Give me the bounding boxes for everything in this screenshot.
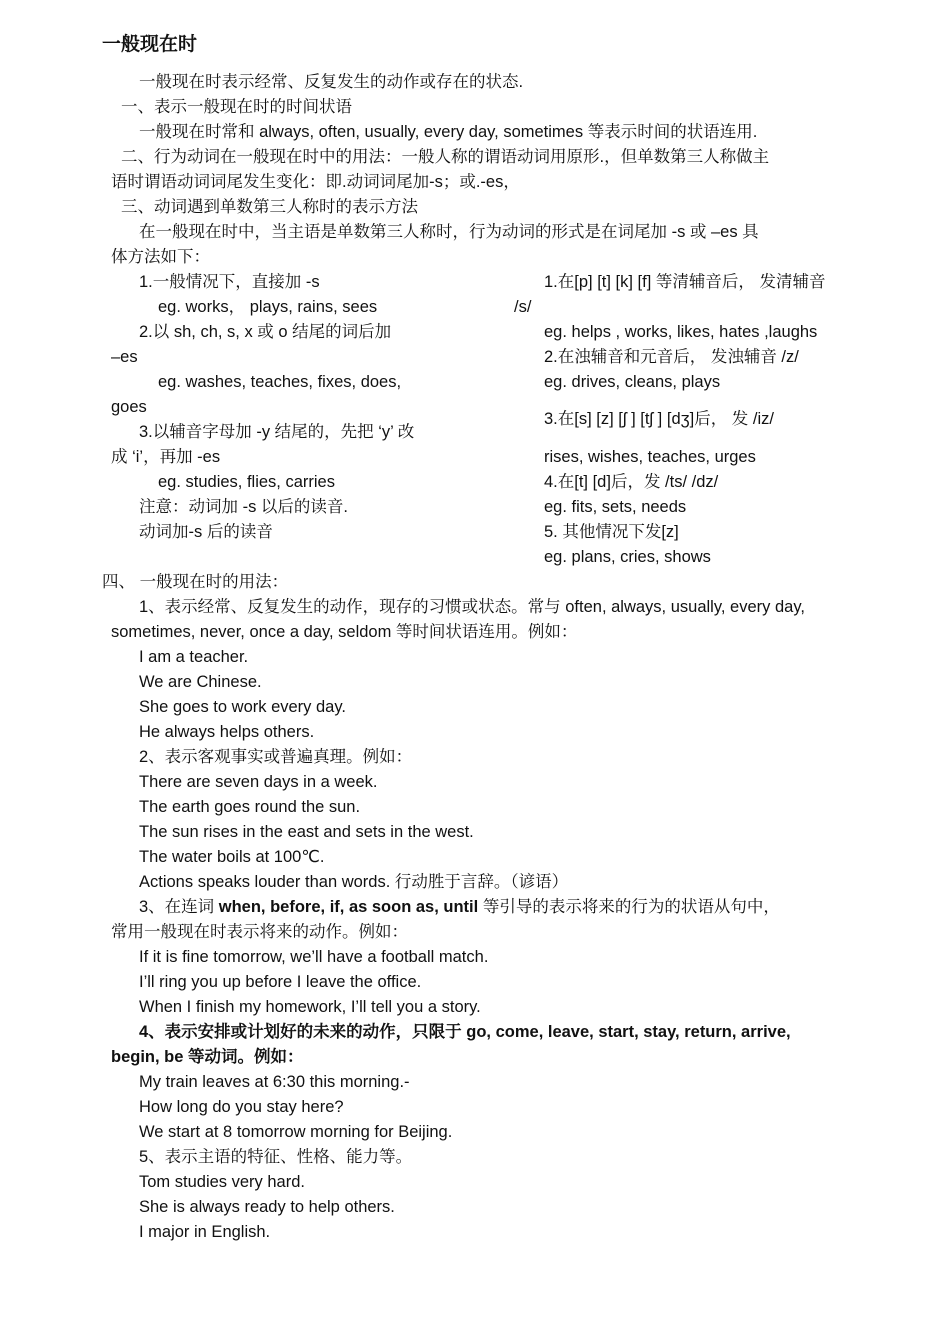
section3-heading: 三、动词遇到单数第三人称时的表示方法 xyxy=(121,198,418,216)
usage3-example: When I finish my homework, I’ll tell you a story. xyxy=(139,998,481,1016)
rule-3-example: eg. studies, flies, carries xyxy=(158,473,335,491)
section3-line1: 在一般现在时中，当主语是单数第三人称时，行为动词的形式是在词尾加 -s 或 –es 具 xyxy=(139,223,759,241)
usage5-example: She is always ready to help others. xyxy=(139,1198,395,1216)
page-title: 一般现在时 xyxy=(102,33,198,55)
usage3-line1 xyxy=(139,895,780,920)
usage2-example: There are seven days in a week. xyxy=(139,773,378,791)
rule-3: 3.以辅音字母加 -y 结尾的，先把 ‘y’ 改 xyxy=(139,423,415,441)
section2-line2: 语时谓语动词词尾发生变化：即.动词词尾加-s；或.-es， xyxy=(111,173,520,191)
rule-2-cont: –es xyxy=(111,348,138,366)
usage2-example: The water boils at 100℃. xyxy=(139,848,325,866)
usage1-example: He always helps others. xyxy=(139,723,315,741)
pron-3: 3.在[s] [z] [ʃ ] [tʃ ] [dʒ]后， 发 /iz/ xyxy=(544,410,774,428)
section1-text: 一般现在时常和 always, often, usually, every day, sometimes 等表示时间的状语连用. xyxy=(139,123,758,141)
pron-5-example: eg. plans, cries, shows xyxy=(544,548,711,566)
pron-2-example: eg. drives, cleans, plays xyxy=(544,373,721,391)
usage1-example: I am a teacher. xyxy=(139,648,249,666)
section3-line2: 体方法如下： xyxy=(111,248,210,266)
usage2-example: The sun rises in the east and sets in the west. xyxy=(139,823,474,841)
rule-2-example-cont: goes xyxy=(111,398,147,416)
usage5-example: Tom studies very hard. xyxy=(139,1173,305,1191)
usage5-example: I major in English. xyxy=(139,1223,271,1241)
usage3-line2: 常用一般现在时表示将来的动作。例如： xyxy=(111,923,408,941)
usage2-example: Actions speaks louder than words. 行动胜于言辞。（谚语） xyxy=(139,873,569,891)
pron-3-example: rises, wishes, teaches, urges xyxy=(544,448,756,466)
usage2-example: The earth goes round the sun. xyxy=(139,798,361,816)
note-2: 动词加-s 后的读音 xyxy=(139,523,273,541)
usage1-example: She goes to work every day. xyxy=(139,698,346,716)
usage4-line1: 4、表示安排或计划好的未来的动作，只限于 go, come, leave, start, stay, return, arrive, xyxy=(139,1023,791,1041)
pron-1-cont: /s/ xyxy=(514,298,532,316)
pron-4-example: eg. fits, sets, needs xyxy=(544,498,687,516)
usage3-conjunctions: when, before, if, as soon as, until xyxy=(218,898,479,916)
usage4-line2: begin, be 等动词。例如： xyxy=(111,1048,304,1066)
usage1-line2: sometimes, never, once a day, seldom 等时间状语连用。例如： xyxy=(111,623,578,641)
note-1: 注意：动词加 -s 以后的读音. xyxy=(139,498,348,516)
rule-1: 1.一般情况下，直接加 -s xyxy=(139,273,320,291)
usage3-pre: 3、在连词 xyxy=(139,898,219,916)
usage1-example: We are Chinese. xyxy=(139,673,262,691)
usage4-example: We start at 8 tomorrow morning for Beijing. xyxy=(139,1123,453,1141)
rule-2: 2.以 sh, ch, s, x 或 o 结尾的词后加 xyxy=(139,323,392,341)
pron-1: 1.在[p] [t] [k] [f] 等清辅音后， 发清辅音 xyxy=(544,273,826,291)
rule-1-example: eg. works， plays, rains, sees xyxy=(158,298,378,316)
usage5-heading: 5、表示主语的特征、性格、能力等。 xyxy=(139,1148,413,1166)
rule-2-example: eg. washes, teaches, fixes, does, xyxy=(158,373,402,391)
usage3-post: 等引导的表示将来的行为的状语从句中， xyxy=(478,898,780,916)
pron-4: 4.在[t] [d]后，发 /ts/ /dz/ xyxy=(544,473,719,491)
usage3-example: I’ll ring you up before I leave the office. xyxy=(139,973,422,991)
usage2-heading: 2、表示客观事实或普遍真理。例如： xyxy=(139,748,413,766)
pron-2: 2.在浊辅音和元音后， 发浊辅音 /z/ xyxy=(544,348,799,366)
usage3-example: If it is fine tomorrow, we’ll have a football match. xyxy=(139,948,489,966)
usage4-example: How long do you stay here? xyxy=(139,1098,344,1116)
section2-line1: 二、行为动词在一般现在时中的用法：一般人称的谓语动词用原形.，但单数第三人称做主 xyxy=(121,148,770,166)
usage1-line1: 1、表示经常、反复发生的动作，现存的习惯或状态。常与 often, always, usually, every day, xyxy=(139,598,805,616)
intro-text: 一般现在时表示经常、反复发生的动作或存在的状态. xyxy=(139,73,524,91)
section4-heading: 四、 一般现在时的用法： xyxy=(102,573,289,591)
section1-heading: 一、表示一般现在时的时间状语 xyxy=(121,98,352,116)
rule-3-cont: 成 ‘i’，再加 -es xyxy=(111,448,221,466)
usage4-example: My train leaves at 6:30 this morning.- xyxy=(139,1073,410,1091)
pron-5: 5. 其他情况下发[z] xyxy=(544,523,679,541)
pron-1-example: eg. helps , works, likes, hates ,laughs xyxy=(544,323,818,341)
